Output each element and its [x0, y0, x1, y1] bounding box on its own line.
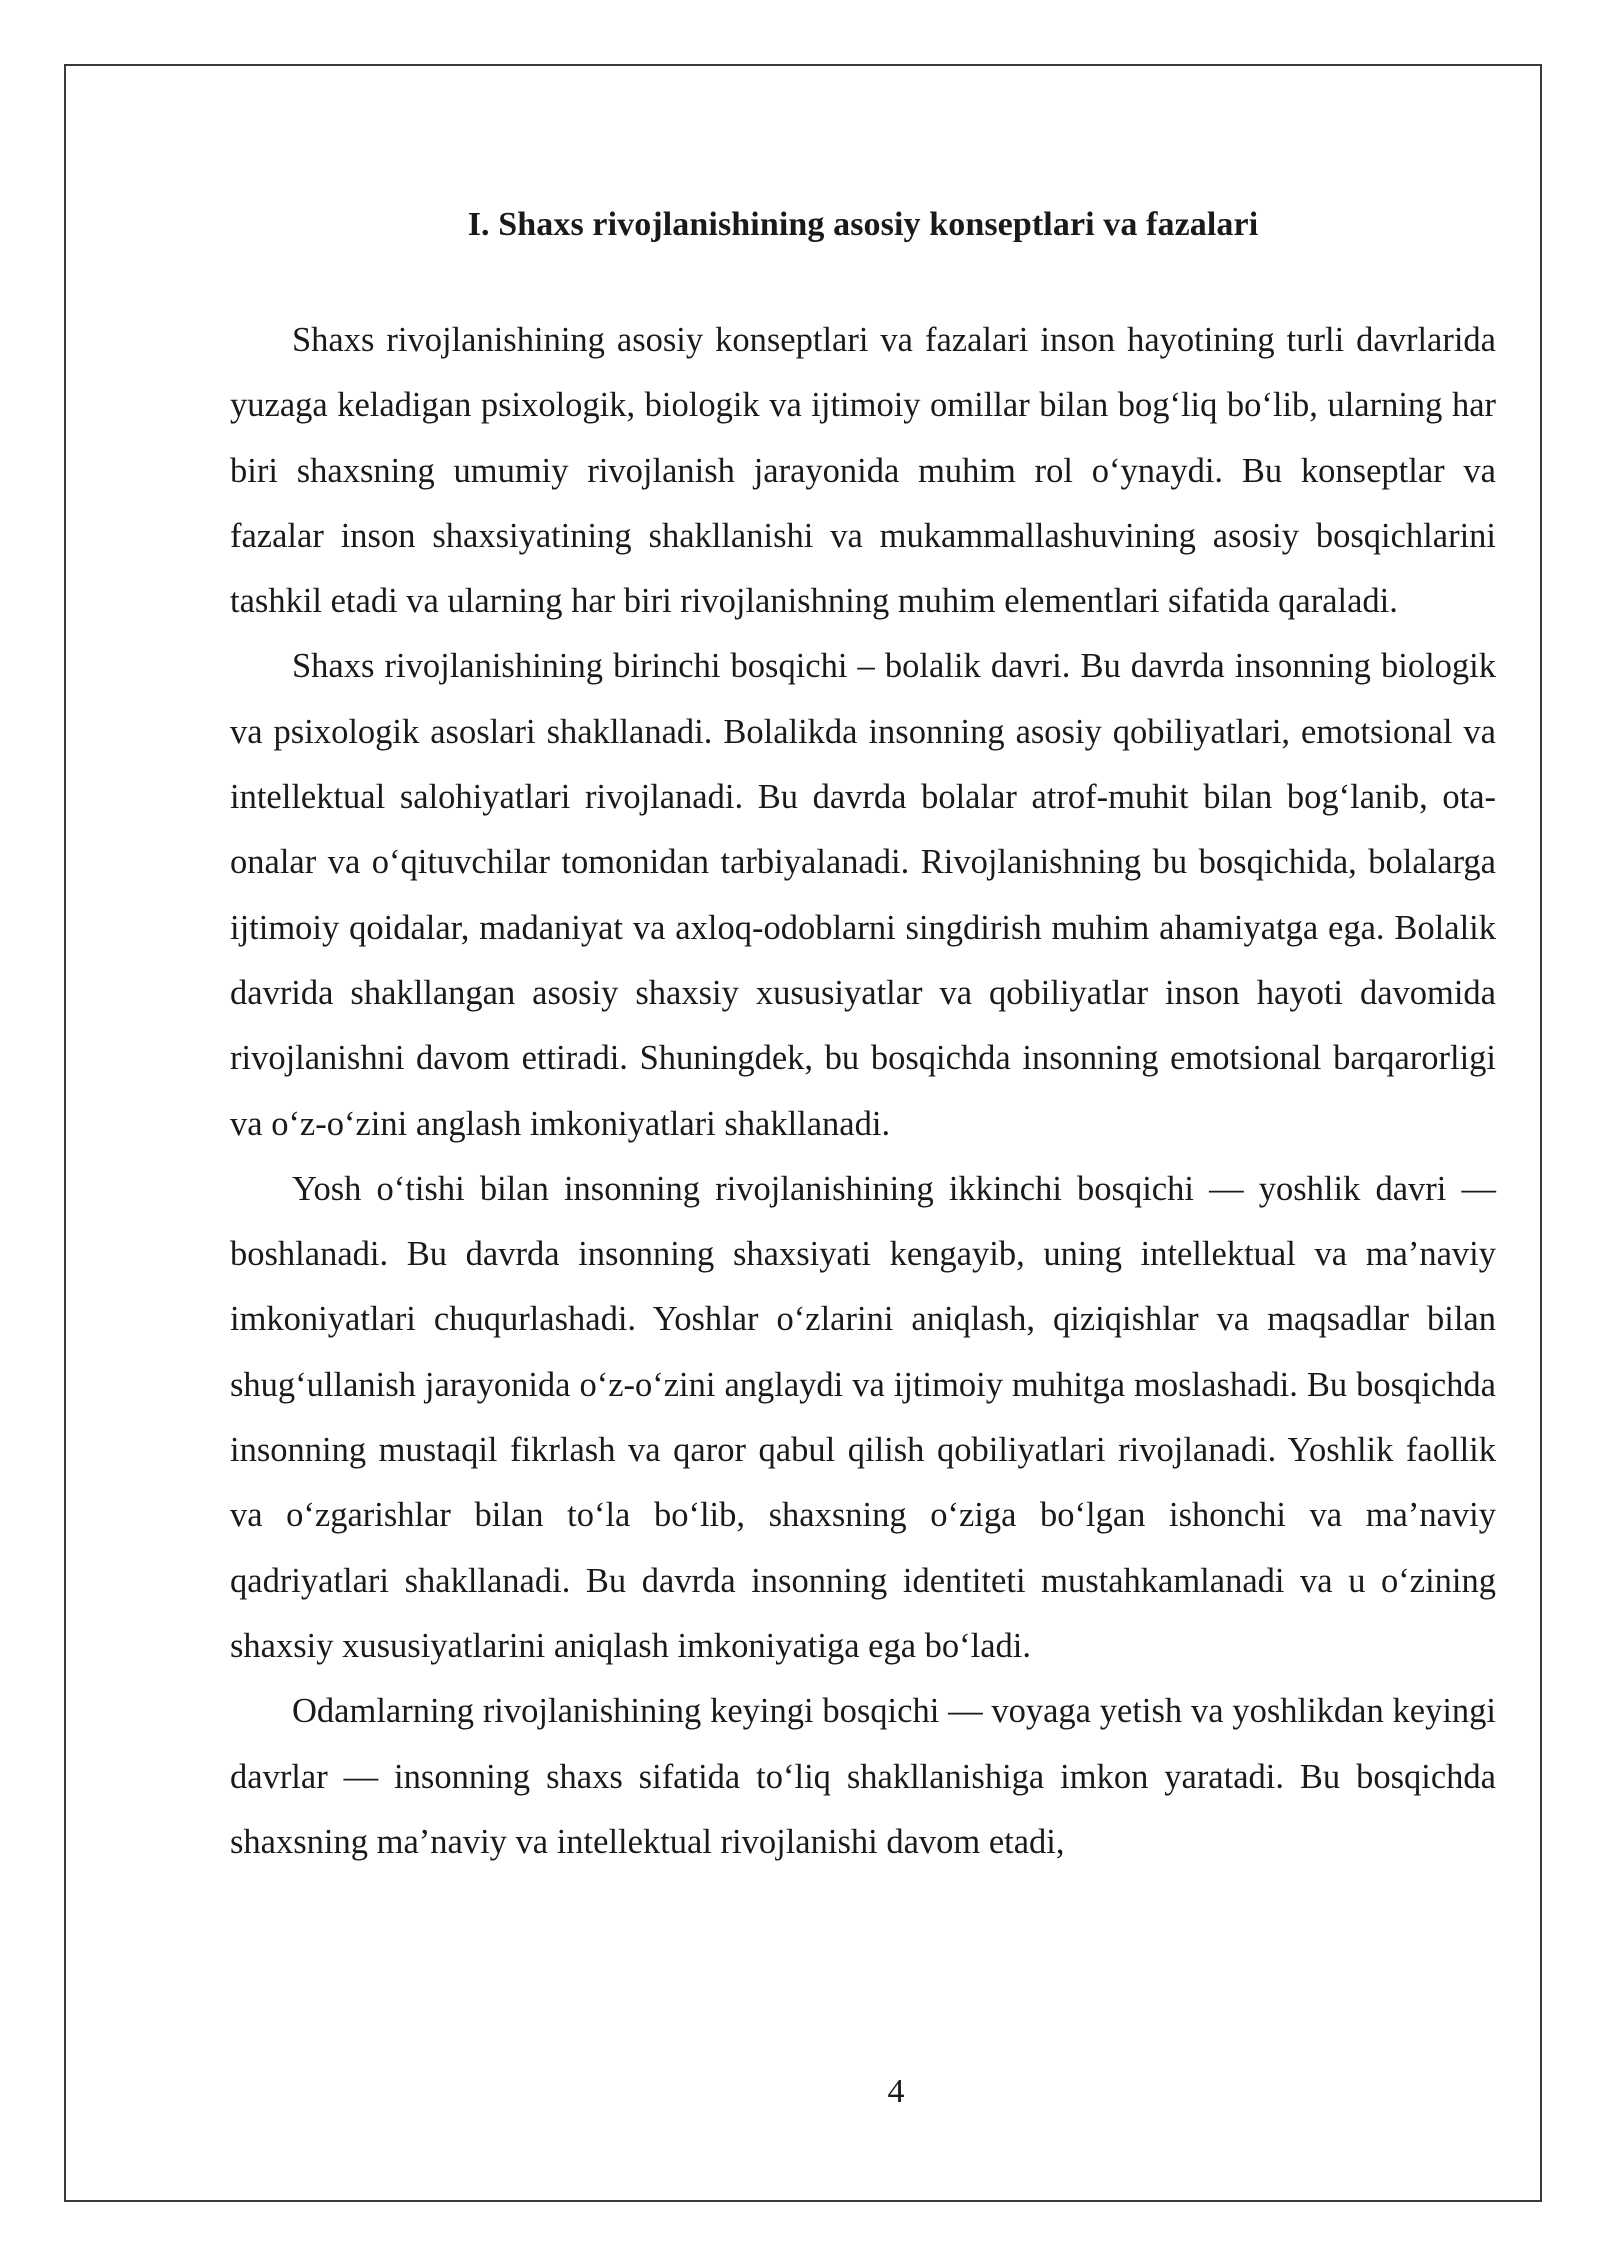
paragraph-3: Yosh o‘tishi bilan insonning rivojlanishining ikkinchi bosqichi — yoshlik davri — boshlanadi. Bu davrda insonning shaxsiyati kengayib, uning intellektual va ma’naviy imkoniyatlari chuqurlashadi. Yoshlar o‘zlarini aniqlash, qiziqishlar va maqsadlar bilan shug‘ullanish jarayonida o‘z-o‘zini anglaydi va ijtimoiy muhitga moslashadi. Bu bosqichda insonning mustaqil fikrlash va qaror qabul qilish qobiliyatlari rivojlanadi. Yoshlik faollik va o‘zgarishlar bilan to‘la bo‘lib, shaxsning o‘ziga bo‘lgan ishonchi va ma’naviy qadriyatlari shakllanadi. Bu davrda insonning identiteti mustahkamlanadi va u o‘zining shaxsiy xususiyatlarini aniqlash imkoniyatiga ega bo‘ladi. [230, 1169, 1496, 1665]
paragraph-4: Odamlarning rivojlanishining keyingi bosqichi — voyaga yetish va yoshlikdan keyingi davrlar — insonning shaxs sifatida to‘liq shakllanishiga imkon yaratadi. Bu bosqichda shaxsning ma’naviy va intellektual rivojlanishi davom etadi, [230, 1692, 1496, 1861]
paragraph-1: Shaxs rivojlanishining asosiy konseptlari va fazalari inson hayotining turli davrlarida yuzaga keladigan psixologik, biologik va ijtimoiy omillar bilan bog‘liq bo‘lib, ularning har biri shaxsning umumiy rivojlanish jarayonida muhim rol o‘ynaydi. Bu konseptlar va fazalar inson shaxsiyatining shakllanishi va mukammallashuvining asosiy bosqichlarini tashkil etadi va ularning har biri rivojlanishning muhim elementlari sifatida qaraladi. [230, 321, 1496, 621]
section-heading: I. Shaxs rivojlanishining asosiy konseptlari va fazalari [467, 206, 1259, 243]
page-number: 4 [887, 2073, 905, 2110]
body-text [230, 308, 1496, 1875]
paragraph-2: Shaxs rivojlanishining birinchi bosqichi – bolalik davri. Bu davrda insonning biologik va psixologik asoslari shakllanadi. Bolalikda insonning asosiy qobiliyatlari, emotsional va intellektual salohiyatlari rivojlanadi. Bu davrda bolalar atrof-muhit bilan bog‘lanib, ota-onalar va o‘qituvchilar tomonidan tarbiyalanadi. Rivojlanishning bu bosqichida, bolalarga ijtimoiy qoidalar, madaniyat va axloq-odoblarni singdirish muhim ahamiyatga ega. Bolalik davrida shakllangan asosiy shaxsiy xususiyatlar va qobiliyatlar inson hayoti davomida rivojlanishni davom ettiradi. Shuningdek, bu bosqichda insonning emotsional barqarorligi va o‘z-o‘zini anglash imkoniyatlari shakllanadi. [230, 647, 1496, 1143]
